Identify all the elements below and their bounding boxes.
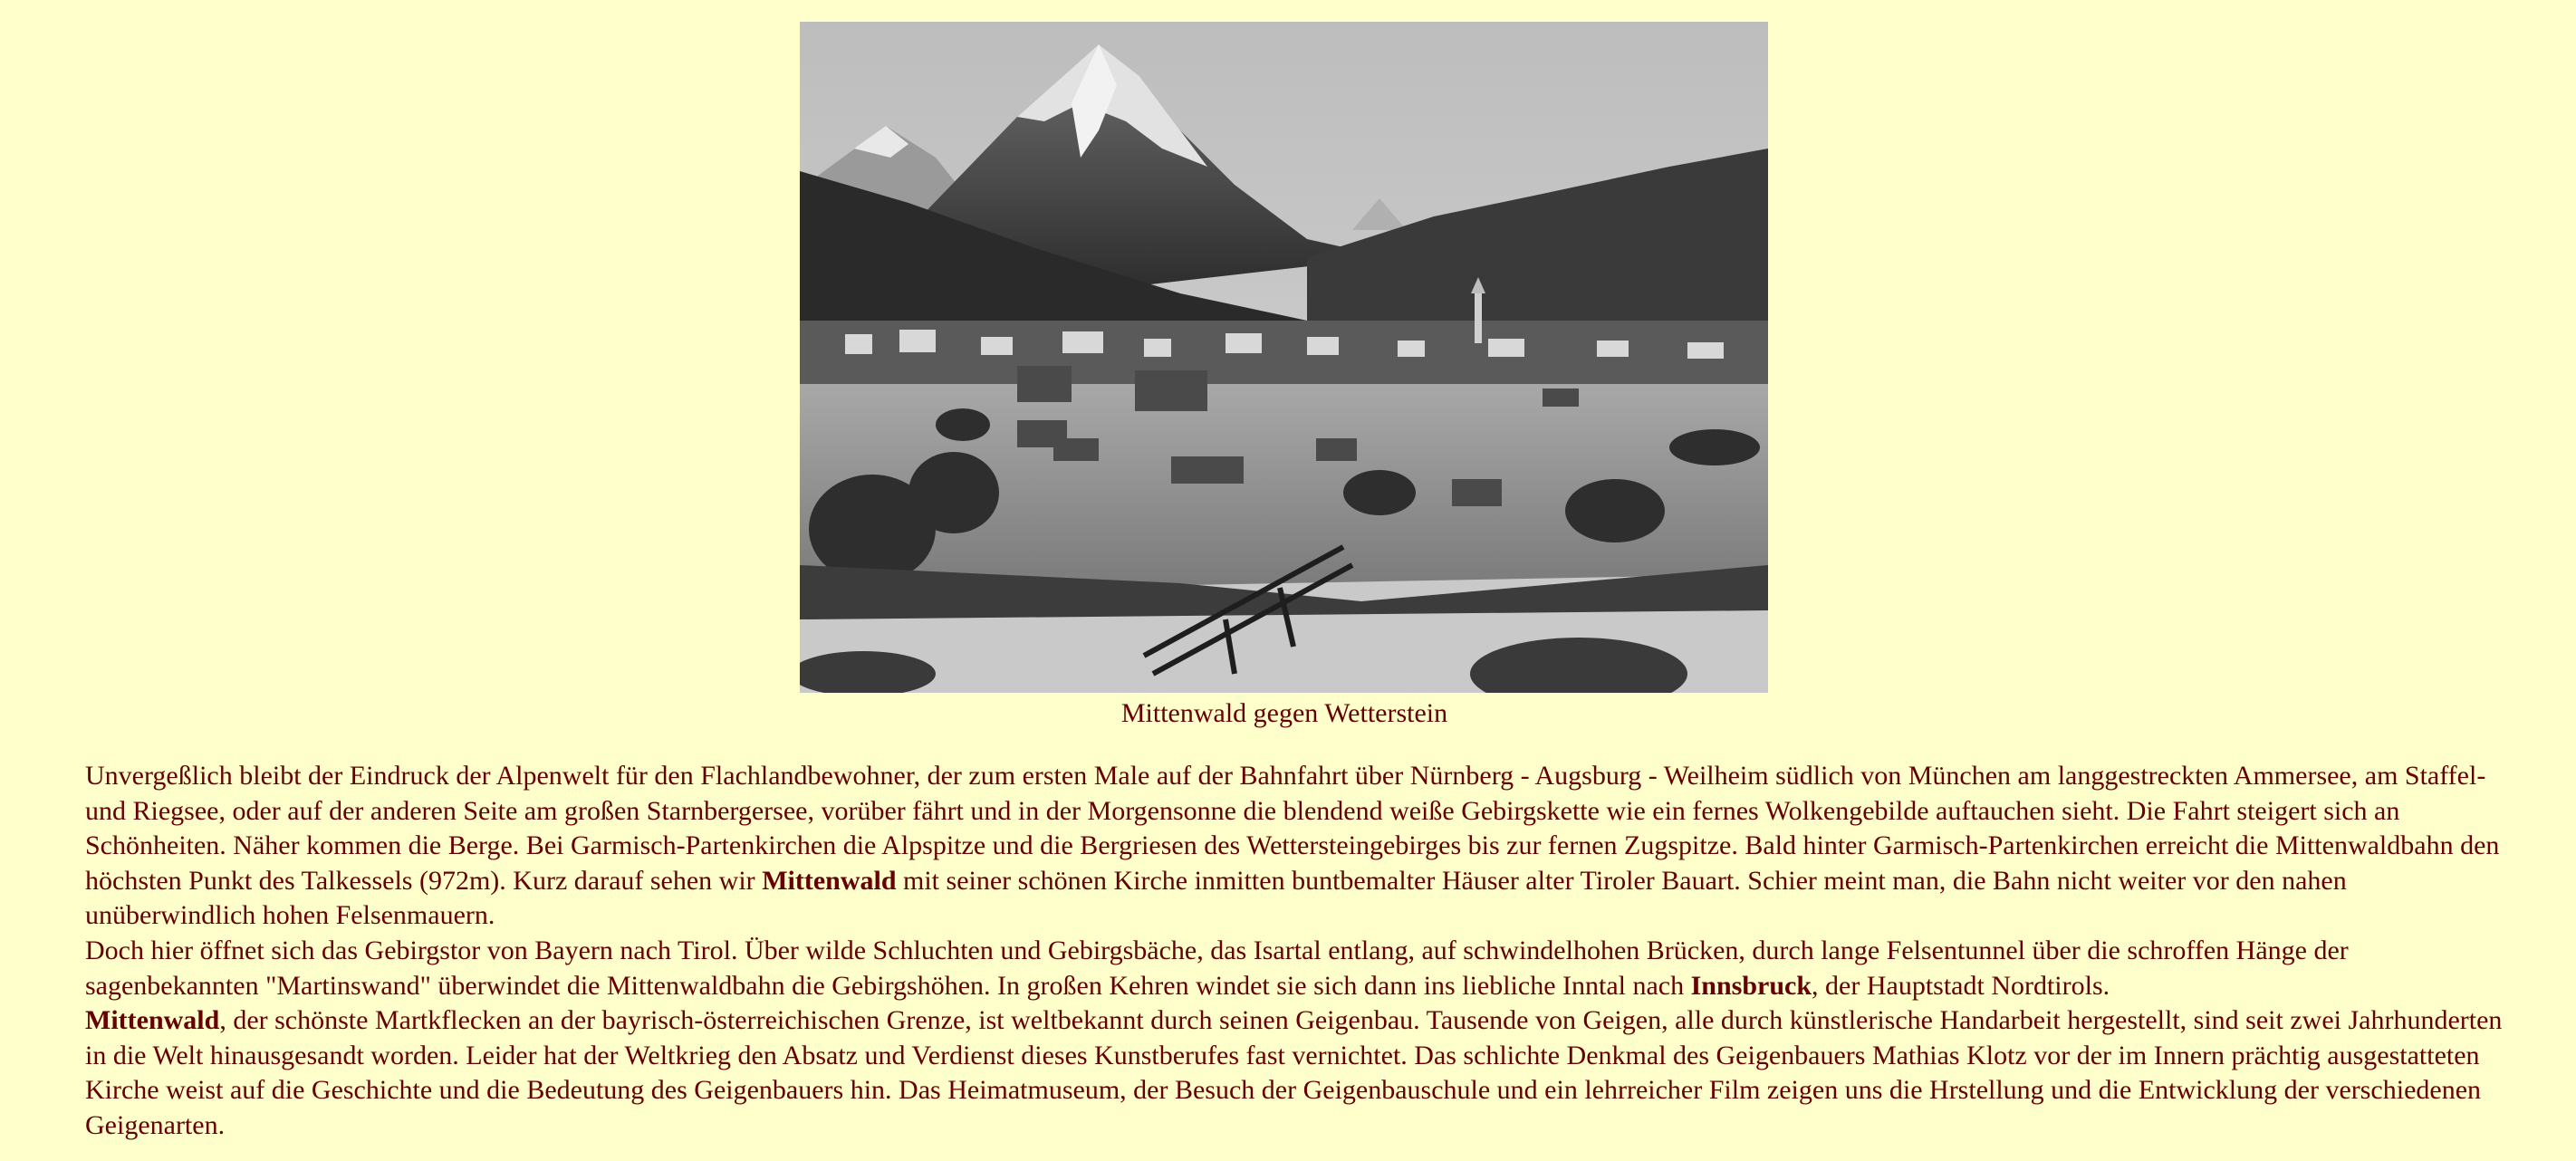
paragraph-2	[85, 934, 2504, 1003]
photo-caption: Mittenwald gegen Wetterstein	[1120, 698, 1448, 728]
figure	[800, 22, 1769, 731]
paragraph-2-text-a: Doch hier öffnet sich das Gebirgstor von Bayern nach Tirol. Über wilde Schluchten und Gebirgsbäche, das Isartal entlang, auf schwindelhohen Brücken, durch lange Felsentunnel über die schroffen Hänge der sagenbekannten "Martinswand" überwindet die Mittenwaldbahn die Gebirgshöhen. In großen Kehren windet sie sich dann ins liebliche Inntal nach	[85, 935, 2349, 1001]
paragraph-1	[85, 759, 2504, 934]
paragraph-3-text-a: , der schönste Martkflecken an der bayrisch-österreichischen Grenze, ist weltbekannt durch seinen Geigenbau. Tausende von Geigen, alle durch künstlerische Handarbeit hergestellt, sind seit zwei Jahrhunderten in die Welt hinausgesandt worden. Leider hat der Weltkrieg den Absatz und Verdienst dieses Kunstberufes fast vernichtet. Das schlichte Denkmal des Geigenbauers Mathias Klotz vor der im Innern prächtig ausgestatteten Kirche weist auf die Geschichte und die Bedeutung des Geigenbauers hin. Das Heimatmuseum, der Besuch der Geigenbauschule und ein lehrreicher Film zeigen uns die Hrstellung und die Entwicklung der verschiedenen Geigenarten.	[85, 1005, 2503, 1140]
paragraph-2-text-b: , der Hauptstadt Nordtirols.	[1812, 970, 2110, 1001]
place-name-mittenwald: Mittenwald	[762, 865, 897, 896]
paragraph-1-text-a: Unvergeßlich bleibt der Eindruck der Alpenwelt für den Flachlandbewohner, der zum ersten Male auf der Bahnfahrt über Nürnberg - Augsburg - Weilheim südlich von München am langgestreckten Ammersee, am Staffel- und Riegsee, oder auf der anderen Seite am großen Starnbergersee, vorüber fährt und in der Morgensonne die blendend weiße Gebirgskette wie ein fernes Wolkengebilde auftauchen sieht. Die Fahrt steigert sich an Schönheiten. Näher kommen die Berge. Bei Garmisch-Partenkirchen die Alpspitze und die Bergriesen des Wettersteingebirges bis zur fernen Zugspitze. Bald hinter Garmisch-Partenkirchen erreicht die Mittenwaldbahn den höchsten Punkt des Talkessels (972m). Kurz darauf sehen wir	[85, 761, 2500, 896]
place-name-mittenwald: Mittenwald	[85, 1005, 220, 1036]
paragraph-3	[85, 1003, 2504, 1143]
mountain-village-photo	[800, 22, 1768, 693]
place-name-innsbruck: Innsbruck	[1690, 970, 1812, 1001]
paragraph-1-text-b: mit seiner schönen Kirche inmitten buntbemalter Häuser alter Tiroler Bauart. Schier meint man, die Bahn nicht weiter vor den nahen unüberwindlich hohen Felsenmauern.	[85, 865, 2347, 931]
article-body	[85, 759, 2504, 1144]
